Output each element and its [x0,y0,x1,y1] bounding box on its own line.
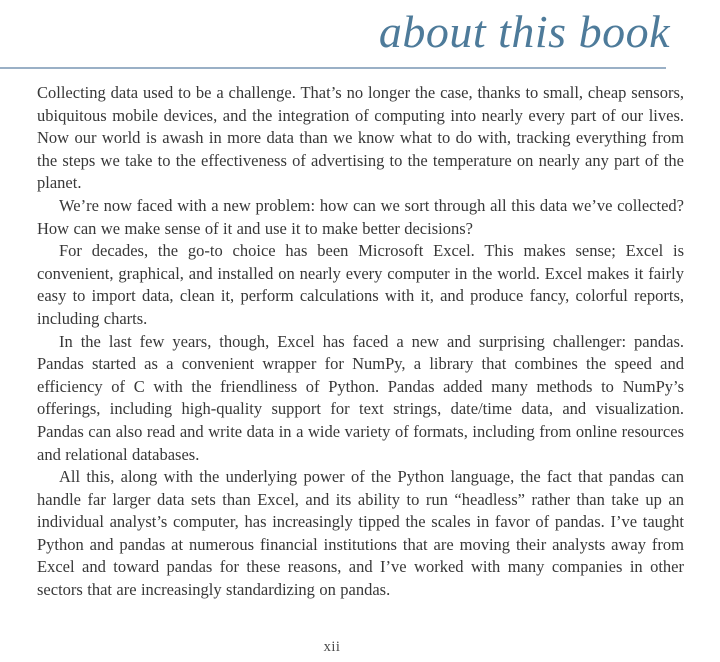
page-number: xii [323,639,341,655]
page-footer [0,638,664,656]
body-paragraph-2: We’re now faced with a new problem: how can we sort through all this data we’ve collected? How can we make sense of it and use it to make better decisions? [37,195,684,238]
body-paragraph-4: In the last few years, though, Excel has faced a new and surprising challenger: pandas. Pandas started as a convenient wrapper for NumPy, a library that combines the speed and efficiency of C with the friendliness of Python. Pandas added many methods to NumPy’s offerings, including high-quality support for text strings, date/time data, and visualization. Pandas can also read and write data in a wide variety of formats, including from online resources and relational databases. [37,331,684,464]
body-paragraph-3: For decades, the go-to choice has been Microsoft Excel. This makes sense; Excel is convenient, graphical, and installed on nearly every computer in the world. Excel makes it fairly easy to import data, clean it, perform calculations with it, and produce fancy, colorful reports, including charts. [37,241,684,328]
body-paragraph-5: All this, along with the underlying power of the Python language, the fact that pandas can handle far larger data sets than Excel, and its ability to run “headless” rather than take up an individual analyst’s computer, has increasingly tipped the scales in favor of pandas. I’ve taught Python and pandas at numerous financial institutions that are moving their analysts away from Excel and toward pandas for these reasons, and I’ve worked with many companies in other sectors that are increasingly standardizing on pandas. [37,467,684,600]
body-text [37,82,684,602]
header-rule [0,67,666,69]
body-paragraph-1: Collecting data used to be a challenge. That’s no longer the case, thanks to small, cheap sensors, ubiquitous mobile devices, and the integration of computing into nearly every part of our lives. Now our world is awash in more data than we know what to do with, tracking everything from the steps we take to the effectiveness of advertising to the temperature on nearly any part of the planet. [37,83,684,193]
page-title: about this book [378,6,670,57]
